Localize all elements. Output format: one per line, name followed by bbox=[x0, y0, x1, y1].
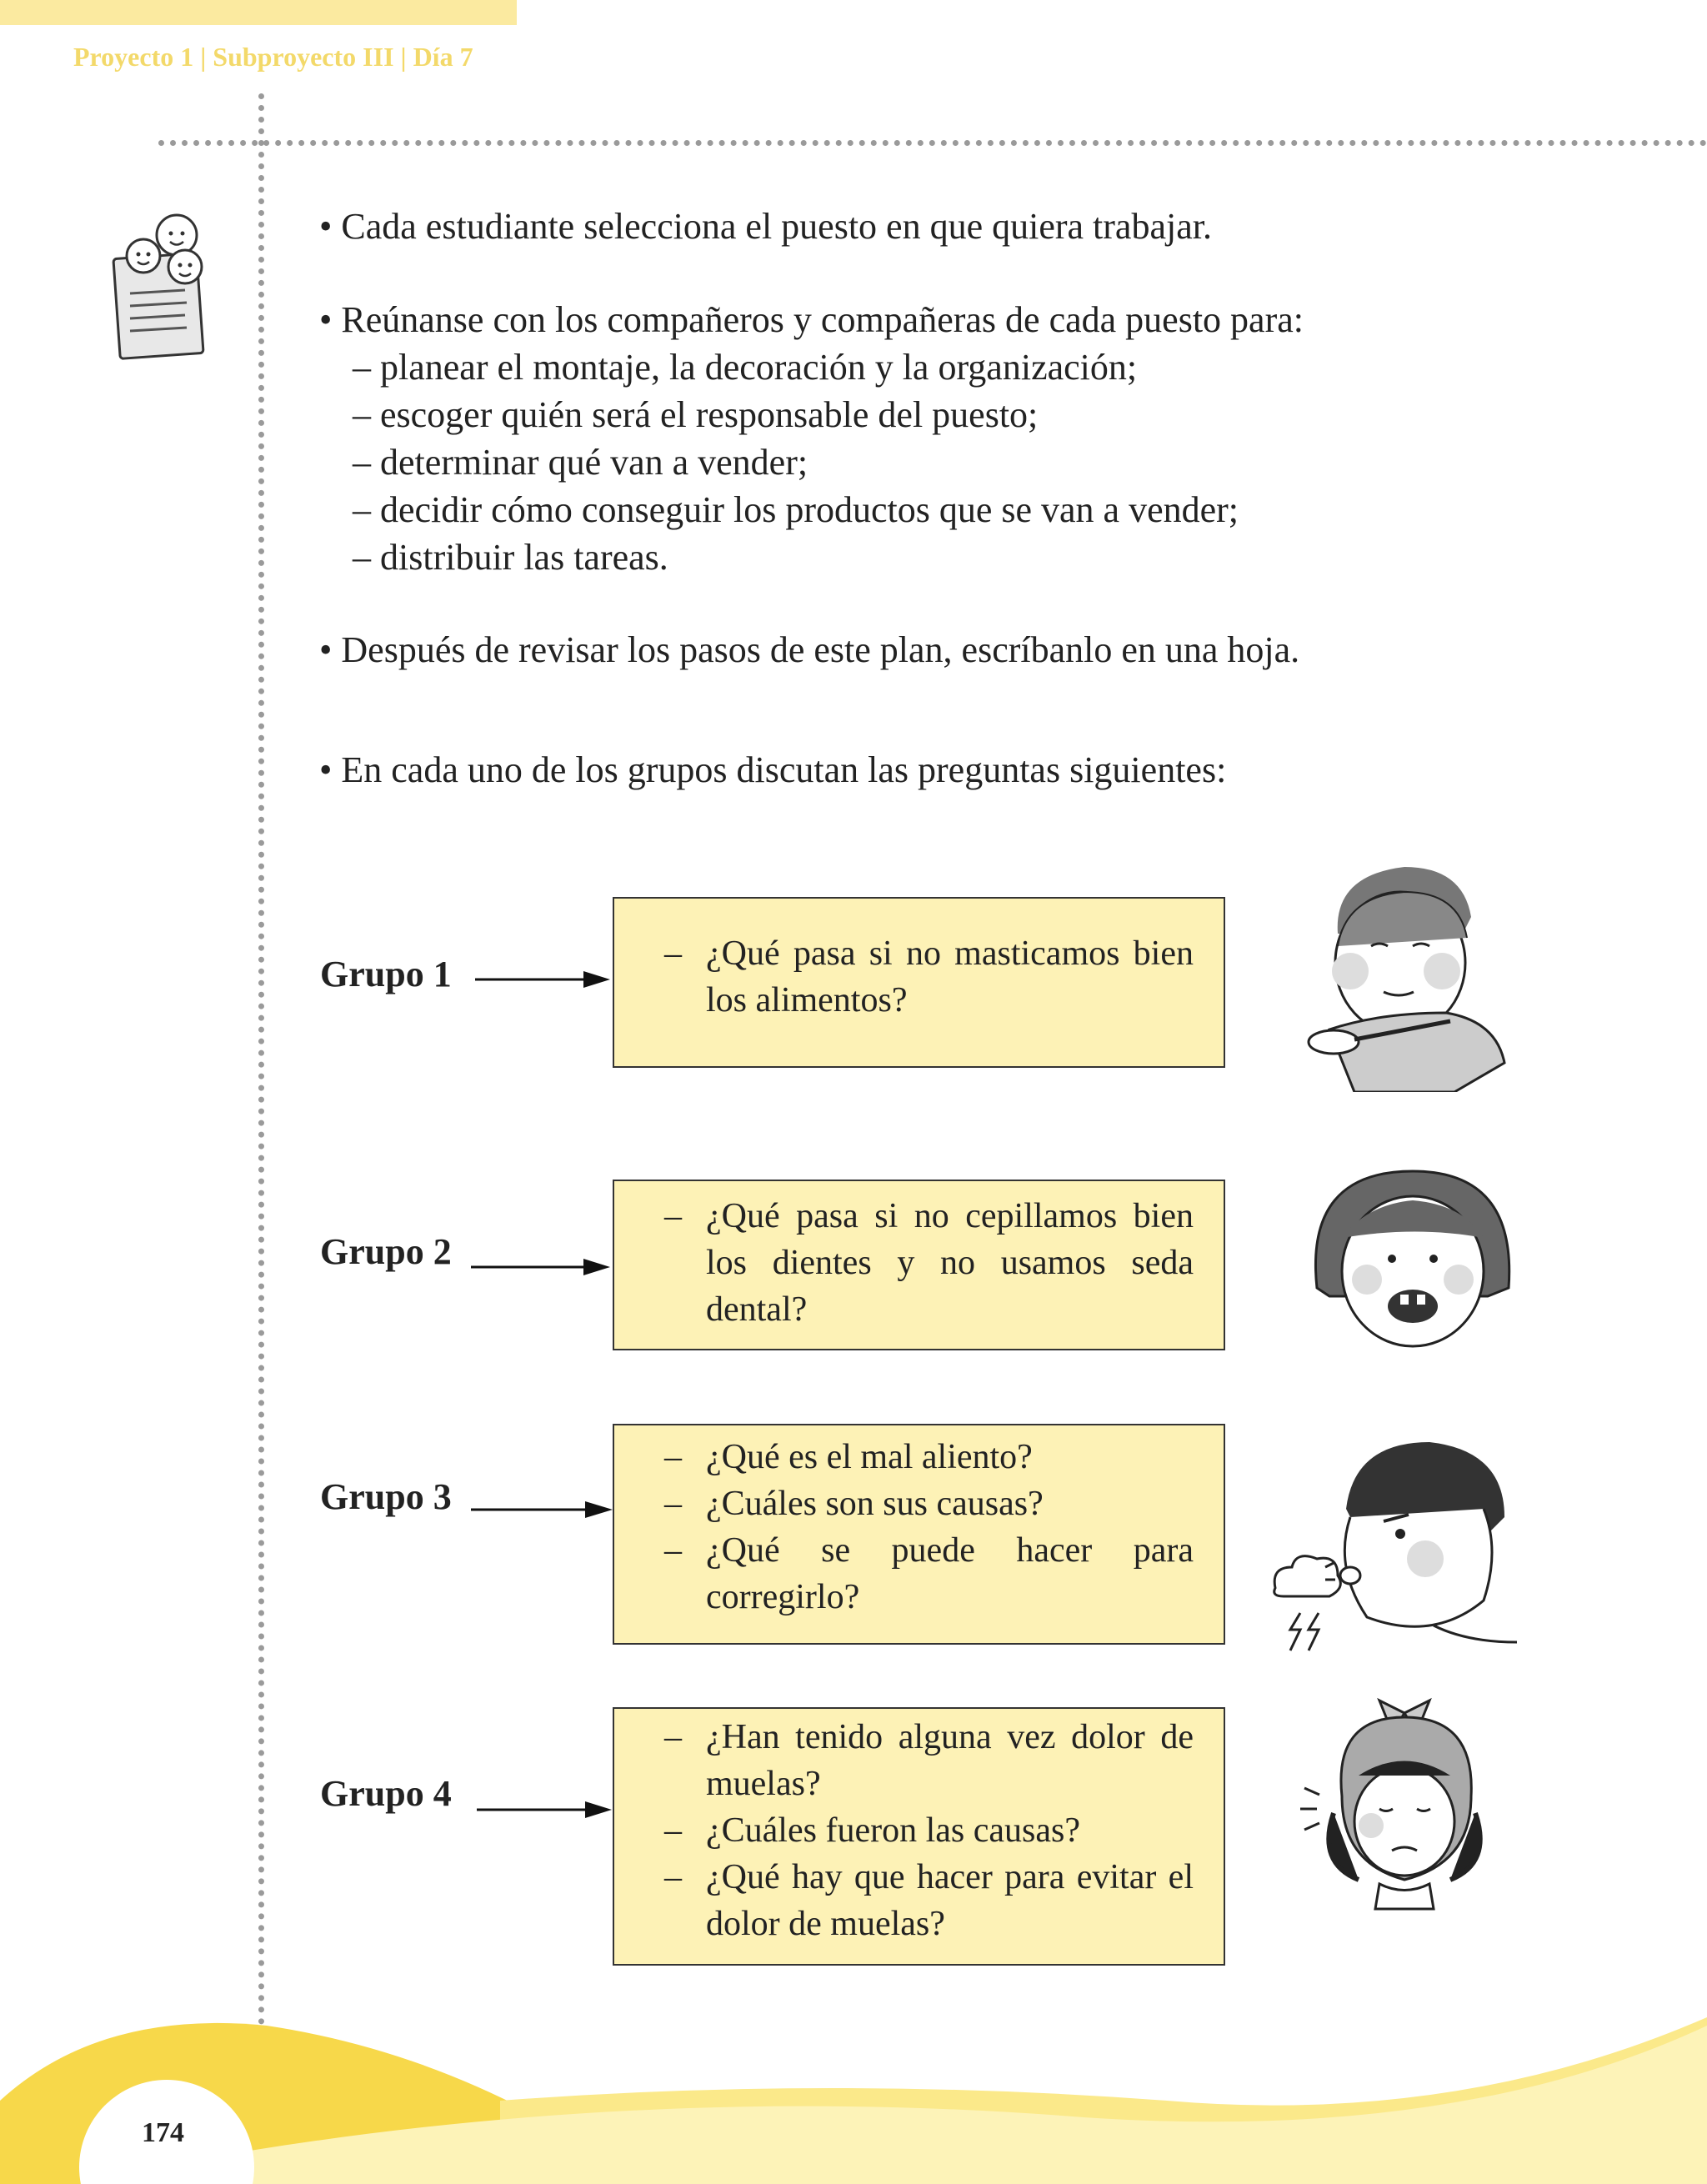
sub-item: – decidir cómo conseguir los productos que se van a vender; bbox=[353, 489, 1239, 530]
child-eating-with-spoon bbox=[1304, 854, 1517, 1092]
sub-item: – distribuir las tareas. bbox=[353, 537, 668, 578]
sub-item: – planear el montaje, la decoración y la organización; bbox=[353, 347, 1138, 388]
question-item: – ¿Han tenido alguna vez dolor de muelas? bbox=[664, 1718, 1194, 1803]
arrow-right-icon bbox=[471, 1255, 613, 1280]
instruction-2-block bbox=[319, 296, 1403, 581]
dotted-divider-vertical bbox=[258, 93, 264, 2061]
question-item: – ¿Qué pasa si no cepillamos bien los dientes y no usamos seda dental? bbox=[664, 1197, 1194, 1329]
decorative-wave bbox=[0, 2001, 1707, 2184]
group-2-label: Grupo 2 bbox=[320, 1231, 452, 1272]
group-4-label: Grupo 4 bbox=[320, 1773, 452, 1814]
instruction-1: • Cada estudiante selecciona el puesto en que quiera trabajar. bbox=[319, 206, 1212, 247]
children-with-paper-icon bbox=[110, 210, 227, 360]
group-1-label: Grupo 1 bbox=[320, 954, 452, 994]
group-2-question-box bbox=[613, 1180, 1225, 1350]
arrow-right-icon bbox=[471, 1497, 614, 1522]
arrow-right-icon bbox=[477, 1797, 614, 1822]
child-with-toothache bbox=[1292, 1696, 1521, 1917]
group-1-question-box bbox=[613, 897, 1225, 1068]
question-item: – ¿Qué hay que hacer para evitar el dolor de muelas? bbox=[664, 1858, 1194, 1943]
top-yellow-bar bbox=[0, 0, 517, 25]
question-item: – ¿Cuáles fueron las causas? bbox=[664, 1811, 1080, 1850]
question-item: – ¿Cuáles son sus causas? bbox=[664, 1485, 1044, 1523]
instruction-2: • Reúnanse con los compañeros y compañeras de cada puesto para: bbox=[319, 299, 1304, 340]
question-item: – ¿Qué es el mal aliento? bbox=[664, 1438, 1033, 1476]
group-3-question-box bbox=[613, 1424, 1225, 1645]
group-4-question-box bbox=[613, 1707, 1225, 1966]
girl-with-decayed-teeth bbox=[1300, 1163, 1525, 1359]
question-item: – ¿Qué pasa si no masticamos bien los alimentos? bbox=[664, 934, 1194, 1019]
page-number: 174 bbox=[142, 2117, 184, 2148]
question-item: – ¿Qué se puede hacer para corregirlo? bbox=[664, 1531, 1194, 1616]
instruction-3: • Después de revisar los pasos de este plan, escríbanlo en una hoja. bbox=[319, 629, 1300, 670]
arrow-right-icon bbox=[475, 967, 613, 992]
sub-item: – escoger quién será el responsable del puesto; bbox=[353, 394, 1039, 435]
dotted-divider-horizontal bbox=[158, 140, 1707, 146]
instruction-4: • En cada uno de los grupos discutan las preguntas siguientes: bbox=[319, 749, 1227, 790]
group-3-label: Grupo 3 bbox=[320, 1476, 452, 1517]
sub-item: – determinar qué van a vender; bbox=[353, 442, 808, 483]
boy-with-bad-breath bbox=[1267, 1434, 1525, 1676]
running-head: Proyecto 1 | Subproyecto III | Día 7 bbox=[73, 42, 473, 72]
